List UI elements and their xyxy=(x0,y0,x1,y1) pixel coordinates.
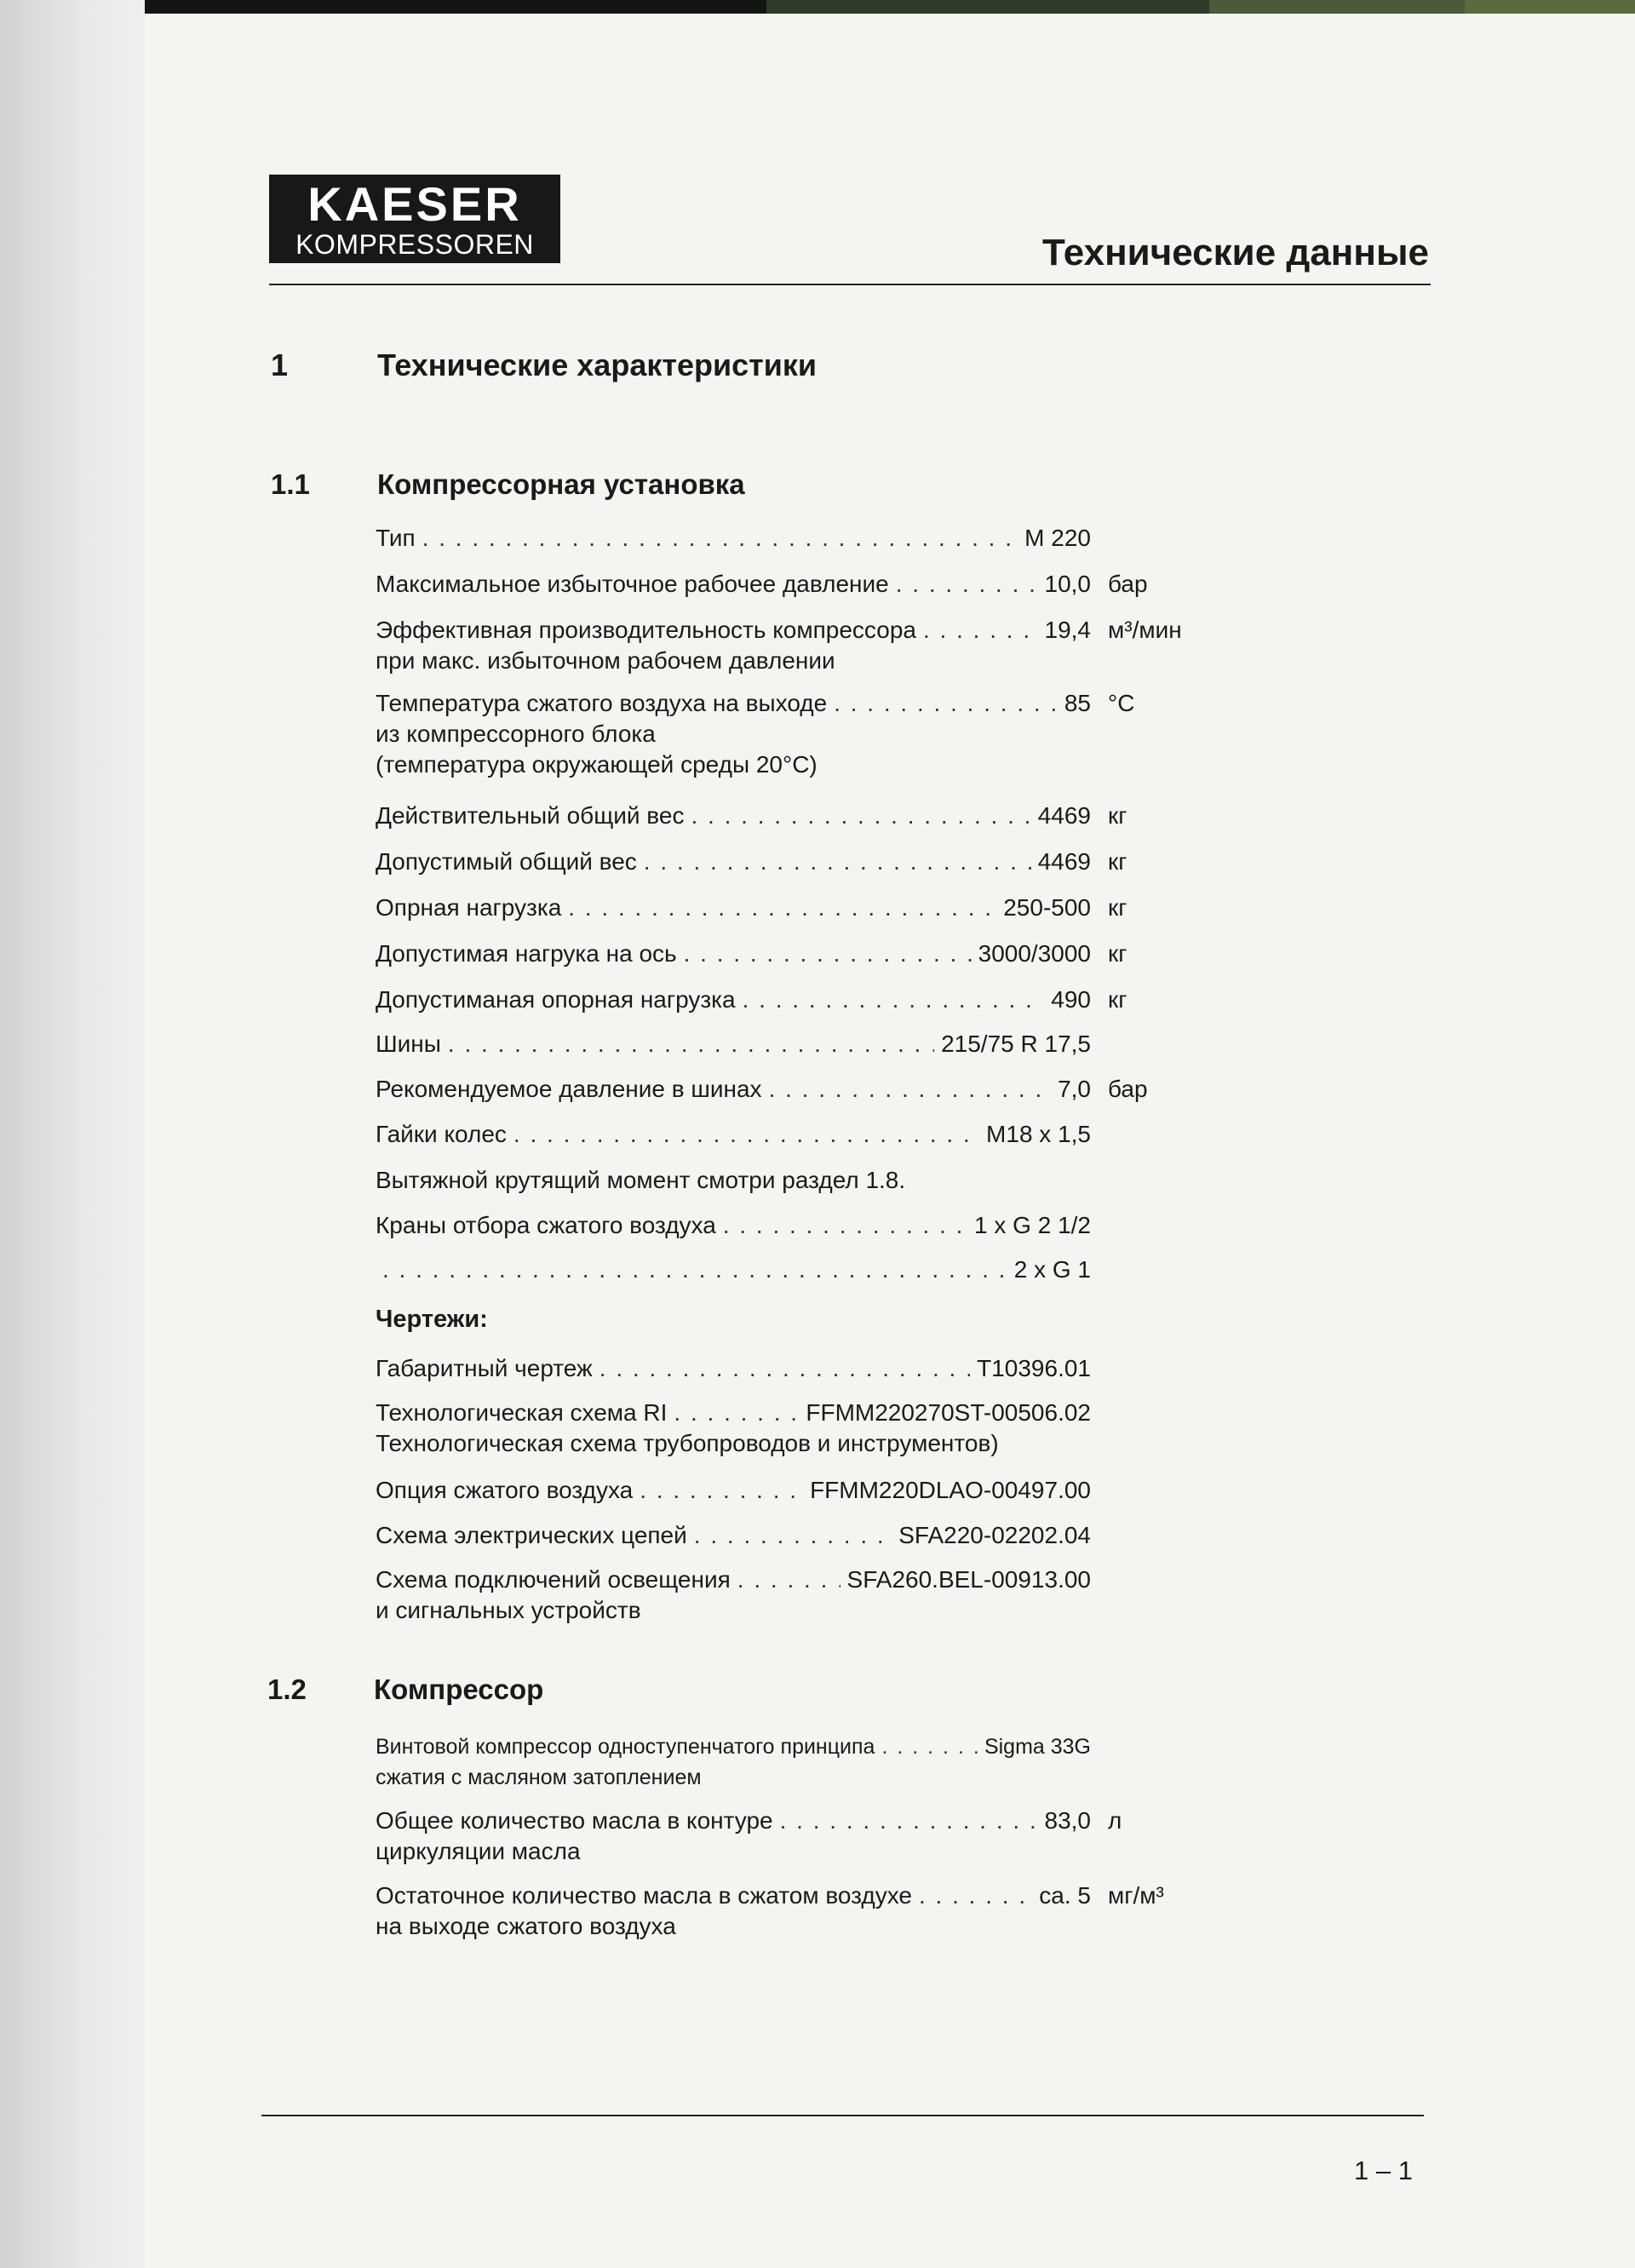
spec-value: 85 xyxy=(1064,690,1091,716)
spec-unit: мг/м³ xyxy=(1108,1882,1164,1909)
section-title: Компрессорная установка xyxy=(377,468,745,500)
leader-dots xyxy=(382,1255,1007,1285)
spec-value: SFA260.BEL-00913.00 xyxy=(846,1566,1091,1593)
leader-dots xyxy=(448,1029,934,1059)
spec-line xyxy=(376,688,1227,719)
leader-dots xyxy=(691,801,1030,831)
spec-unit: бар xyxy=(1108,571,1148,597)
leader-dots xyxy=(919,1880,1032,1911)
spec-value: 250-500 xyxy=(1003,894,1091,921)
spec-line xyxy=(376,1119,1227,1150)
spec-unit: кг xyxy=(1108,848,1127,875)
spec-label: Опция сжатого воздуха xyxy=(376,1477,634,1503)
spec-line xyxy=(376,1029,1227,1059)
leader-dots xyxy=(896,569,1038,600)
leader-dots xyxy=(723,1210,967,1241)
footer-divider xyxy=(261,2115,1424,2116)
spec-line xyxy=(376,1520,1227,1551)
drawings-heading: Чертежи: xyxy=(376,1306,488,1333)
spec-label: Опрная нагрузка xyxy=(376,894,562,921)
spec-row xyxy=(376,523,1227,554)
spec-row xyxy=(376,1210,1227,1241)
spec-row xyxy=(376,985,1227,1015)
spec-unit: кг xyxy=(1108,894,1127,921)
spec-unit: кг xyxy=(1108,802,1127,829)
leader-dots xyxy=(834,688,1058,719)
spec-line xyxy=(376,1806,1227,1836)
spec-row xyxy=(376,1398,1227,1459)
spec-label: Эффективная производительность компрессора xyxy=(376,617,916,643)
spec-unit: бар xyxy=(1108,1076,1148,1102)
leader-dots xyxy=(694,1520,892,1551)
kaeser-logo xyxy=(269,175,560,263)
leader-dots xyxy=(674,1398,799,1428)
spec-value: 490 xyxy=(1051,986,1091,1013)
spec-continuation: Технологическая схема трубопроводов и инструментов) xyxy=(376,1430,999,1456)
leader-dots xyxy=(780,1806,1038,1836)
leader-dots xyxy=(737,1565,840,1595)
spec-line xyxy=(376,847,1227,877)
leader-dots xyxy=(684,939,972,969)
leader-dots xyxy=(422,523,1018,554)
leader-dots xyxy=(923,615,1038,646)
spec-line xyxy=(376,801,1227,831)
spec-row xyxy=(376,1255,1227,1285)
spec-label: Габаритный чертеж xyxy=(376,1355,593,1381)
spec-row xyxy=(376,1806,1227,1867)
spec-value: Sigma 33G xyxy=(984,1735,1091,1759)
leader-dots xyxy=(644,847,1031,877)
spec-line xyxy=(376,1210,1227,1241)
leader-dots xyxy=(881,1731,977,1762)
spec-label: Допустимый общий вес xyxy=(376,848,637,875)
spec-value: M18 x 1,5 xyxy=(986,1121,1091,1147)
spec-value: 3000/3000 xyxy=(978,940,1091,967)
scan-top-edge xyxy=(0,0,1635,14)
spec-row xyxy=(376,801,1227,831)
spec-value: 2 x G 1 xyxy=(1013,1256,1091,1283)
spec-value: 215/75 R 17,5 xyxy=(941,1031,1091,1057)
spec-continuation: и сигнальных устройств xyxy=(376,1597,641,1623)
spec-line xyxy=(376,615,1227,646)
spec-row xyxy=(376,1565,1227,1626)
section-title: Технические характеристики xyxy=(377,347,818,382)
spec-line xyxy=(376,1880,1227,1911)
spec-row xyxy=(376,615,1227,676)
spec-value: FFMM220DLAO-00497.00 xyxy=(810,1477,1091,1503)
spec-value: 1 x G 2 1/2 xyxy=(974,1212,1091,1238)
spec-label: Технологическая схема RI xyxy=(376,1399,668,1426)
spec-label: Допустимая нагрука на ось xyxy=(376,940,677,967)
spec-label: Схема электрических цепей xyxy=(376,1522,687,1548)
leader-dots xyxy=(568,893,996,923)
spec-value: 4469 xyxy=(1037,802,1091,829)
spec-value: 7,0 xyxy=(1058,1076,1091,1102)
spec-line xyxy=(376,1731,1227,1762)
spec-continuation: сжатия с масляном затоплением xyxy=(376,1766,702,1789)
spec-row xyxy=(376,1880,1227,1942)
section-number: 1.2 xyxy=(267,1674,307,1705)
scan-binding-shadow xyxy=(0,0,145,2268)
spec-row xyxy=(376,1074,1227,1105)
spec-unit: °C xyxy=(1108,690,1135,716)
header-divider xyxy=(269,284,1431,285)
spec-label: Рекомендуемое давление в шинах xyxy=(376,1076,762,1102)
spec-label: Гайки колес xyxy=(376,1121,507,1147)
spec-value: 19,4 xyxy=(1044,617,1091,643)
spec-row xyxy=(376,1165,1227,1196)
logo-line1: KAESER xyxy=(307,177,522,231)
spec-line xyxy=(376,1074,1227,1105)
spec-unit: м³/мин xyxy=(1108,617,1182,643)
spec-value: 4469 xyxy=(1037,848,1091,875)
spec-line xyxy=(376,1353,1227,1384)
spec-unit: кг xyxy=(1108,940,1127,967)
spec-value: M 220 xyxy=(1024,525,1091,551)
spec-value: 10,0 xyxy=(1044,571,1091,597)
spec-label: Остаточное количество масла в сжатом воздухе xyxy=(376,1882,912,1909)
spec-label: Температура сжатого воздуха на выходе xyxy=(376,690,828,716)
spec-row xyxy=(376,1353,1227,1384)
page-title: Технические данные xyxy=(1042,232,1429,273)
spec-line xyxy=(376,985,1227,1015)
spec-continuation: при макс. избыточном рабочем давлении xyxy=(376,647,835,674)
spec-line xyxy=(376,939,1227,969)
spec-label: Действительный общий вес xyxy=(376,802,685,829)
spec-row xyxy=(376,1475,1227,1506)
spec-row xyxy=(376,847,1227,877)
spec-line xyxy=(376,1165,1227,1196)
leader-dots xyxy=(640,1475,803,1506)
spec-continuation: циркуляции масла xyxy=(376,1838,581,1864)
spec-row xyxy=(376,688,1227,780)
spec-value: 83,0 xyxy=(1044,1807,1091,1834)
spec-unit: кг xyxy=(1108,986,1127,1013)
spec-unit: л xyxy=(1108,1807,1122,1834)
logo-line2: KOMPRESSOREN xyxy=(295,229,534,260)
leader-dots xyxy=(769,1074,1052,1105)
spec-label: Общее количество масла в контуре xyxy=(376,1807,773,1834)
section-number: 1.1 xyxy=(271,468,310,500)
spec-line xyxy=(376,1255,1227,1285)
spec-line xyxy=(376,1565,1227,1595)
spec-value: FFMM220270ST-00506.02 xyxy=(806,1399,1091,1426)
leader-dots xyxy=(600,1353,970,1384)
spec-line xyxy=(376,1475,1227,1506)
spec-label: Шины xyxy=(376,1031,441,1057)
spec-label: Схема подключений освещения xyxy=(376,1566,731,1593)
spec-continuation: на выходе сжатого воздуха xyxy=(376,1913,676,1939)
spec-line xyxy=(376,569,1227,600)
spec-line xyxy=(376,523,1227,554)
spec-row xyxy=(376,1029,1227,1059)
leader-dots xyxy=(743,985,1045,1015)
spec-label: Допустиманая опорная нагрузка xyxy=(376,986,736,1013)
spec-row xyxy=(376,569,1227,600)
spec-value: SFA220-02202.04 xyxy=(898,1522,1091,1548)
spec-row xyxy=(376,1731,1227,1793)
spec-label: Вытяжной крутящий момент смотри раздел 1.8. xyxy=(376,1167,906,1193)
spec-row xyxy=(376,939,1227,969)
spec-row xyxy=(376,1119,1227,1150)
spec-value: T10396.01 xyxy=(977,1355,1091,1381)
spec-continuation: из компрессорного блока xyxy=(376,721,656,747)
spec-value: са. 5 xyxy=(1039,1882,1091,1909)
section-number: 1 xyxy=(271,347,289,382)
spec-label: Тип xyxy=(376,525,416,551)
spec-row xyxy=(376,893,1227,923)
spec-label: Максимальное избыточное рабочее давление xyxy=(376,571,889,597)
page-number: 1 – 1 xyxy=(1354,2156,1413,2185)
spec-line xyxy=(376,1398,1227,1428)
section-title: Компрессор xyxy=(374,1674,544,1705)
spec-continuation: (температура окружающей среды 20°C) xyxy=(376,751,818,778)
spec-row xyxy=(376,1520,1227,1551)
spec-label: Винтовой компрессор одноступенчатого принципа xyxy=(376,1735,875,1759)
spec-label: Краны отбора сжатого воздуха xyxy=(376,1212,716,1238)
leader-dots xyxy=(513,1119,979,1150)
spec-line xyxy=(376,893,1227,923)
